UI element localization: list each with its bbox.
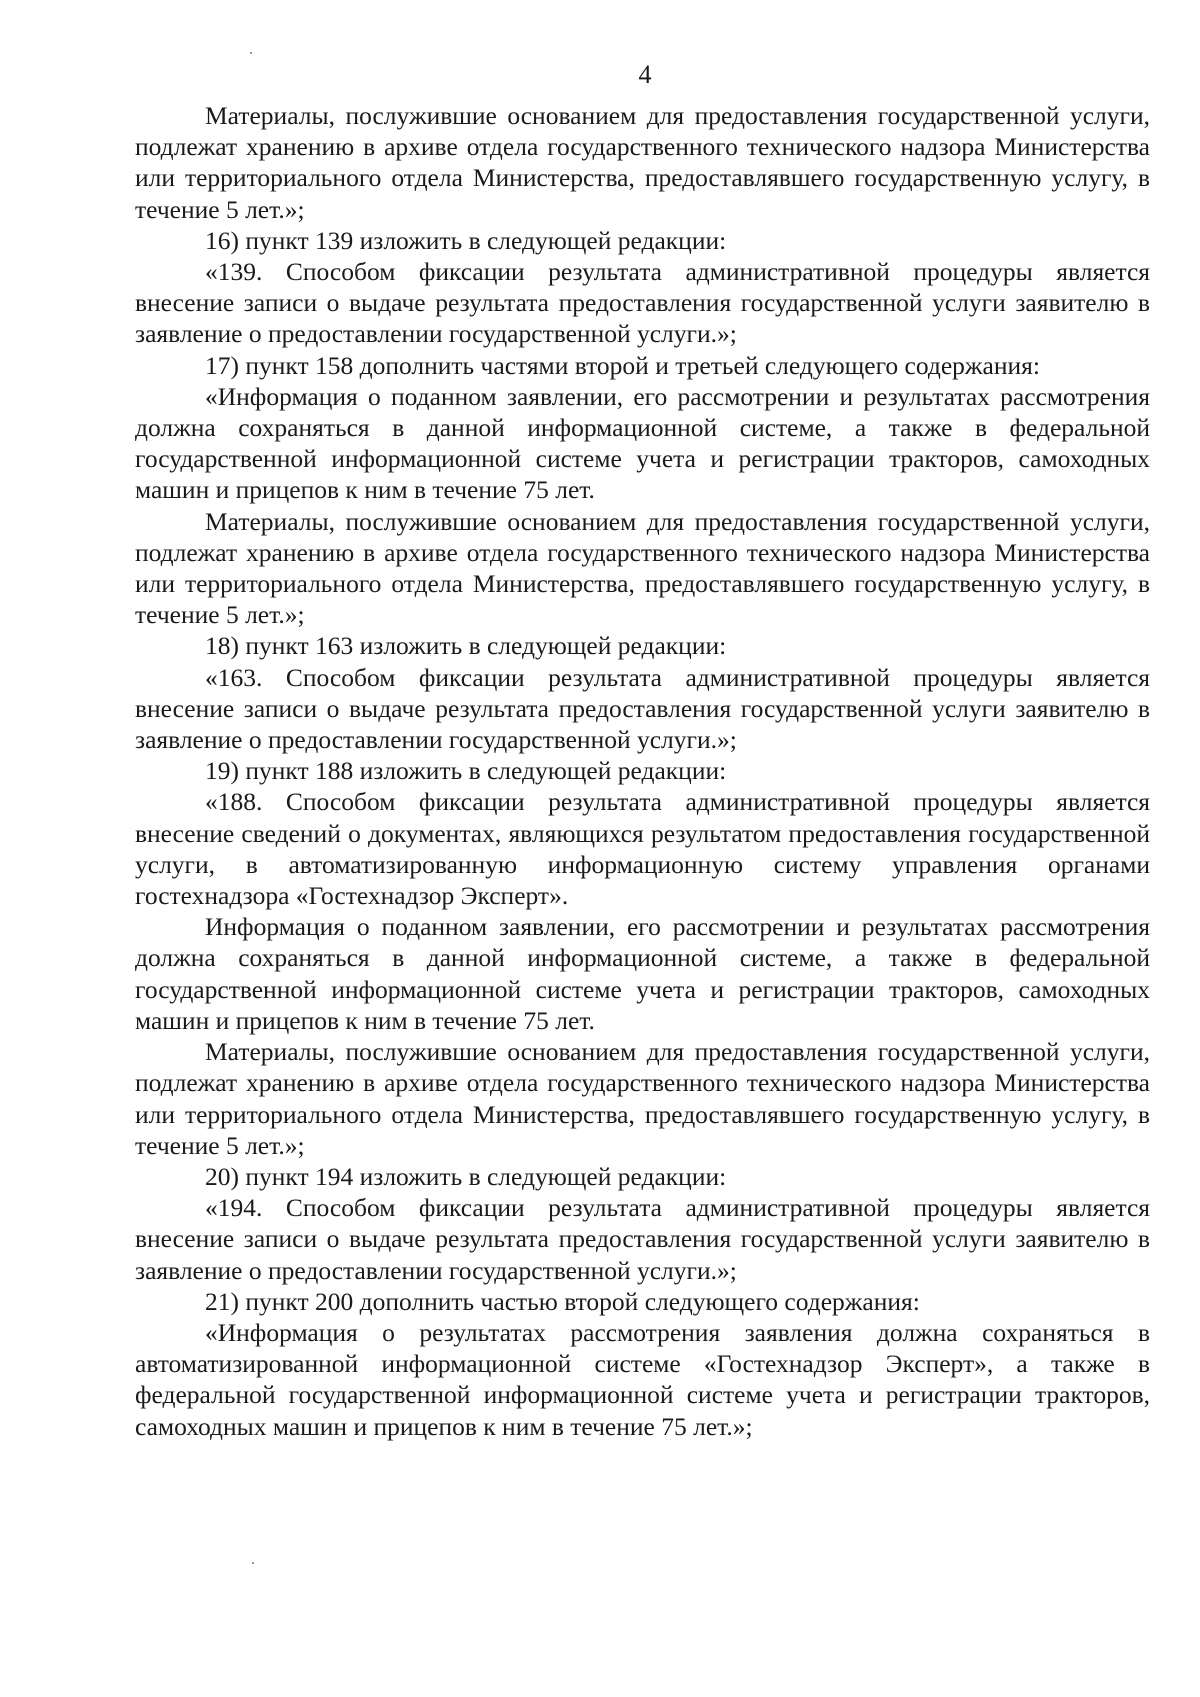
- paragraph: 16) пункт 139 изложить в следующей редакции:: [205, 225, 727, 255]
- paragraph: «Информация о поданном заявлении, его рассмотрении и результатах рассмотрения должна сохраняться в данной информационной системе, а также в федеральной государственной информационной системе учета и регистрации тракторов, самоходных машин и прицепов к ним в течение 75 лет.: [135, 381, 1150, 505]
- paragraph: Материалы, послужившие основанием для предоставления государственной услуги, подлежат хранению в архиве отдела государственного технического надзора Министерства или территориального отдела Министерства, предоставлявшего государственную услугу, в течение 5 лет.»;: [135, 1037, 1150, 1160]
- paragraph: Материалы, послужившие основанием для предоставления государственной услуги, подлежат хранению в архиве отдела государственного технического надзора Министерства или территориального отдела Министерства, предоставлявшего государственную услугу, в течение 5 лет.»;: [135, 506, 1150, 630]
- paragraph: 19) пункт 188 изложить в следующей редакции:: [205, 756, 727, 786]
- scan-speck: [250, 52, 252, 54]
- paragraph: Материалы, послужившие основанием для предоставления государственной услуги, подлежат хранению в архиве отдела государственного технического надзора Министерства или территориального отдела Министерства, предоставлявшего государственную услугу, в течение 5 лет.»;: [135, 101, 1150, 224]
- paragraph: 21) пункт 200 дополнить частью второй следующего содержания:: [205, 1286, 920, 1316]
- paragraph: Информация о поданном заявлении, его рассмотрении и результатах рассмотрения должна сохраняться в данной информационной системе, а также в федеральной государственной информационной системе учета и регистрации тракторов, самоходных машин и прицепов к ним в течение 75 лет.: [135, 912, 1150, 1035]
- page-number: 4: [638, 60, 652, 89]
- document-body: [135, 100, 1150, 1442]
- paragraph: «194. Способом фиксации результата административной процедуры является внесение записи о выдаче результата предоставления государственной услуги заявителю в заявление о предоставлении государственной услуги.»;: [135, 1193, 1150, 1285]
- paragraph: 18) пункт 163 изложить в следующей редакции:: [205, 631, 727, 661]
- paragraph: 20) пункт 194 изложить в следующей редакции:: [205, 1161, 727, 1191]
- paragraph: «Информация о результатах рассмотрения заявления должна сохраняться в автоматизированной информационной системе «Гостехнадзор Эксперт», а также в федеральной государственной информационной системе учета и регистрации тракторов, самоходных машин и прицепов к ним в течение 75 лет.»;: [135, 1317, 1150, 1441]
- paragraph: «163. Способом фиксации результата административной процедуры является внесение записи о выдаче результата предоставления государственной услуги заявителю в заявление о предоставлении государственной услуги.»;: [135, 662, 1150, 755]
- paragraph: «188. Способом фиксации результата административной процедуры является внесение сведений о документах, являющихся результатом предоставления государственной услуги, в автоматизированную информационную систему управления органами гостехнадзора «Гостехнадзор Эксперт».: [135, 787, 1150, 911]
- paragraph: 17) пункт 158 дополнить частями второй и третьей следующего содержания:: [205, 350, 1040, 380]
- paragraph: «139. Способом фиксации результата административной процедуры является внесение записи о выдаче результата предоставления государственной услуги заявителю в заявление о предоставлении государственной услуги.»;: [135, 257, 1150, 349]
- scan-speck: [252, 1562, 254, 1564]
